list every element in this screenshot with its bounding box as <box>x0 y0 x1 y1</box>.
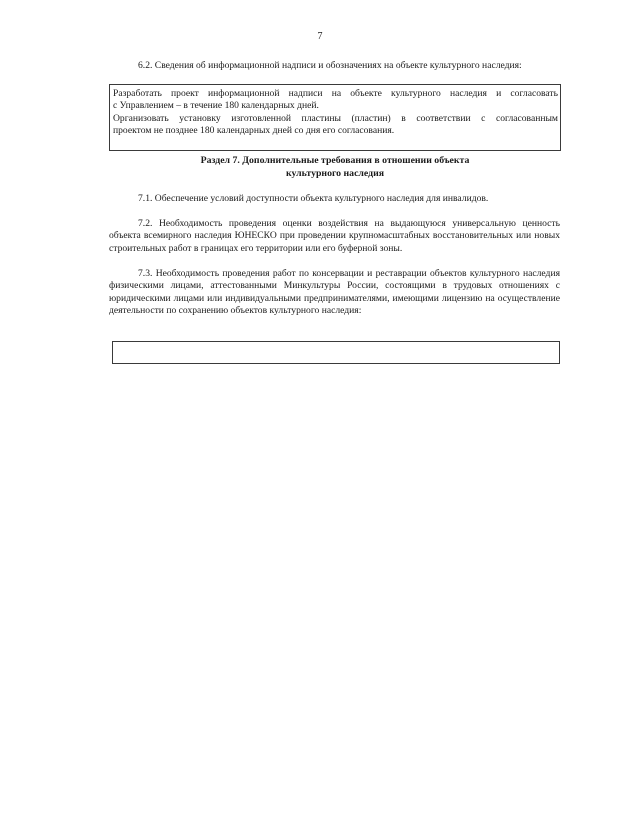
box-line-1: Разработать проект информационной надписи на объекте культурного наследия и согласовать <box>113 88 558 99</box>
paragraph-7-3: 7.3. Необходимость проведения работ по консервации и реставрации объектов культурного наследия физическими лицами, аттестованными Минкультуры России, состоящими в трудовых отношениях с юридическими лицами или индивидуальными предпринимателями, имеющими лицензию на осуществление деятельности по сохранению объектов культурного наследия: <box>109 268 560 317</box>
box-line-2: с Управлением – в течение 180 календарных дней. <box>113 100 319 112</box>
section-7-title-line-2: культурного наследия <box>285 167 385 179</box>
box-line-4: проектом не позднее 180 календарных дней со дня его согласования. <box>113 125 395 137</box>
empty-answer-box <box>112 341 560 364</box>
paragraph-7-1: 7.1. Обеспечение условий доступности объекта культурного наследия для инвалидов. <box>138 193 489 204</box>
section-7-title-line-1: Раздел 7. Дополнительные требования в отношении объекта <box>200 155 470 166</box>
section-6-2-heading: 6.2. Сведения об информационной надписи и обозначениях на объекте культурного наследия: <box>138 60 522 71</box>
page-number: 7 <box>317 31 323 42</box>
box-line-3: Организовать установку изготовленной пластины (пластин) в соответствии с согласованным <box>113 112 558 124</box>
paragraph-7-2: 7.2. Необходимость проведения оценки воздействия на выдающуюся универсальную ценность объекта всемирного наследия ЮНЕСКО при проведении крупномасштабных восстановительных или новых строительных работ в границах его территории или его буферной зоны. <box>109 218 560 254</box>
section-7-title <box>110 155 560 180</box>
info-inscription-box <box>109 84 561 151</box>
